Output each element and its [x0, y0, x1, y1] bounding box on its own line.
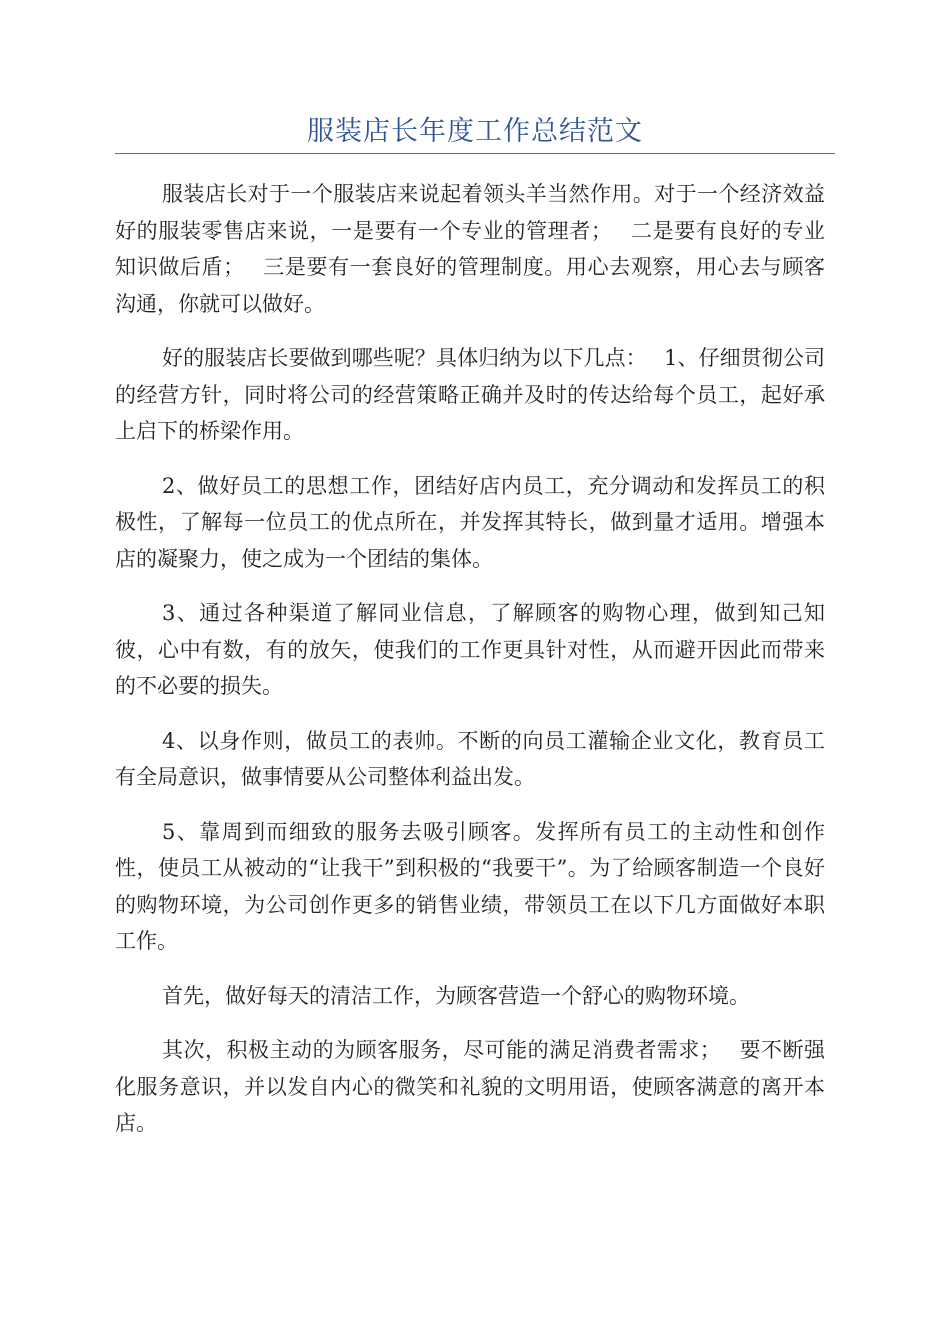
paragraph: 5、靠周到而细致的服务去吸引顾客。发挥所有员工的主动性和创作性，使员工从被动的“让我干”到积极的“我要干”。为了给顾客制造一个良好的购物环境，为公司创作更多的销售业绩，带领员工在以下几方面做好本职工作。 — [115, 819, 825, 953]
paragraph: 2、做好员工的思想工作，团结好店内员工，充分调动和发挥员工的积极性，了解每一位员工的优点所在，并发挥其特长，做到量才适用。增强本店的凝聚力，使之成为一个团结的集体。 — [115, 473, 825, 571]
paragraph: 其次，积极主动的为顾客服务，尽可能的满足消费者需求； 要不断强化服务意识，并以发自内心的微笑和礼貌的文明用语，使顾客满意的离开本店。 — [115, 1038, 825, 1135]
paragraph: 3、通过各种渠道了解同业信息，了解顾客的购物心理，做到知己知彼，心中有数，有的放矢，使我们的工作更具针对性，从而避开因此而带来的不必要的损失。 — [115, 601, 825, 698]
paragraph: 好的服装店长要做到哪些呢？具体归纳为以下几点： 1、仔细贯彻公司的经营方针，同时将公司的经营策略正确并及时的传达给每个员工，起好承上启下的桥梁作用。 — [115, 346, 825, 443]
paragraph: 服装店长对于一个服装店来说起着领头羊当然作用。对于一个经济效益好的服装零售店来说，一是要有一个专业的管理者； 二是要有良好的专业知识做后盾； 三是要有一套良好的管理制度。用心去观察，用心去与顾客沟通，你就可以做好。 — [115, 182, 825, 316]
title-underline — [115, 153, 835, 154]
document-body — [115, 176, 825, 1160]
paragraph: 4、以身作则，做员工的表帅。不断的向员工灌输企业文化，教育员工有全局意识，做事情要从公司整体利益出发。 — [115, 728, 825, 789]
paragraph: 首先，做好每天的清洁工作，为顾客营造一个舒心的购物环境。 — [162, 983, 750, 1008]
document-title: 服装店长年度工作总结范文 — [307, 116, 643, 147]
